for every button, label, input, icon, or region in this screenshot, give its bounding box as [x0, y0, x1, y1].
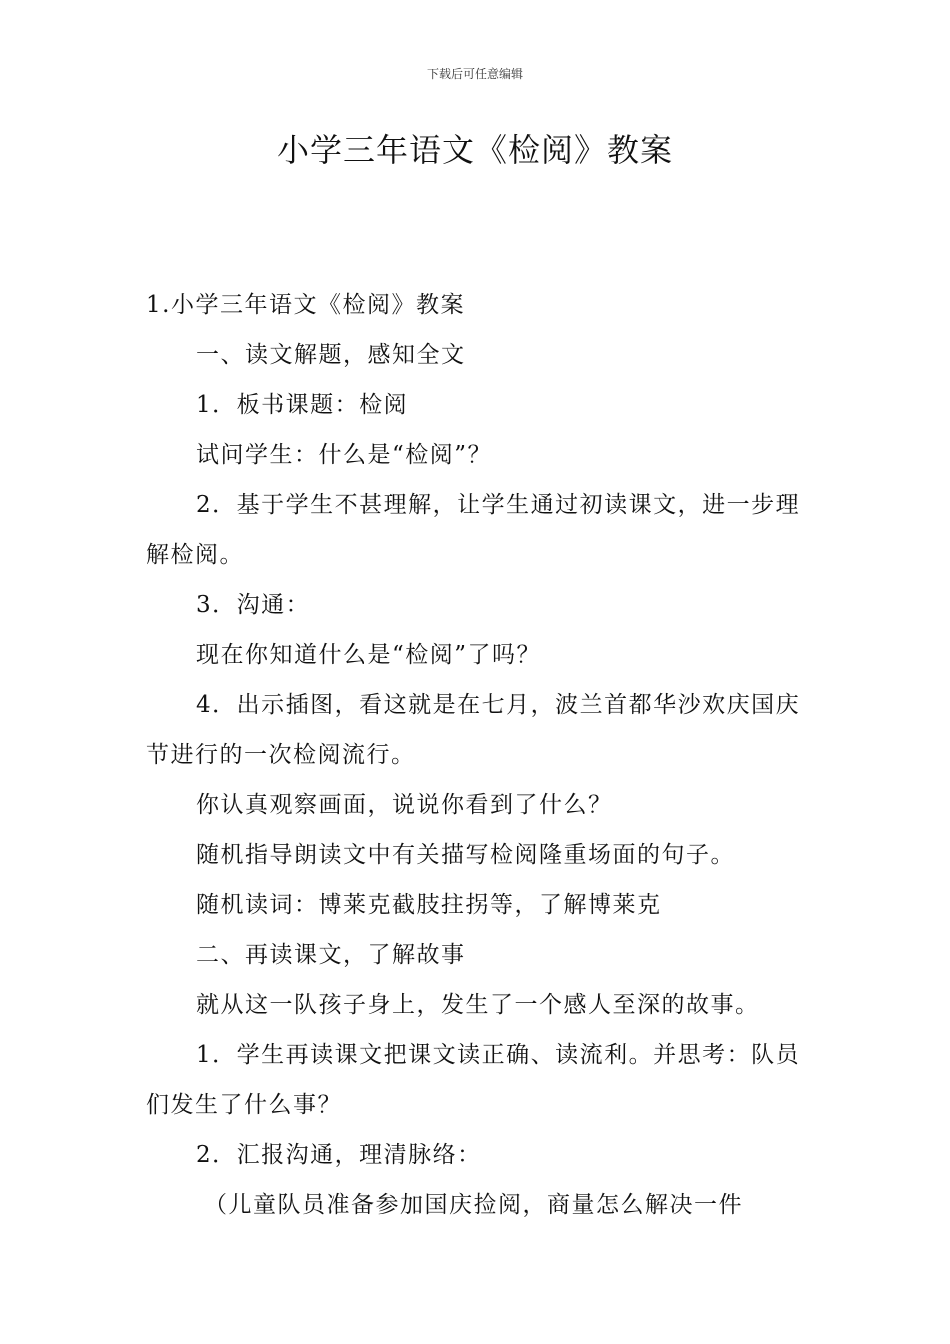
document-body [146, 280, 808, 1230]
paragraph-12: 就从这一队孩子身上，发生了一个感人至深的故事。 [196, 992, 760, 1018]
paragraph-10: 随机读词：博莱克截肢拄拐等，了解博莱克 [196, 892, 662, 918]
paragraph-13: 1．学生再读课文把课文读正确、读流利。并思考：队员们发生了什么事？ [146, 1042, 801, 1118]
paragraph-11: 二、再读课文，了解故事 [196, 942, 466, 968]
paragraph-6: 现在你知道什么是“检阅”了吗？ [196, 642, 542, 668]
paragraph-14: 2．汇报沟通，理清脉络： [196, 1142, 482, 1168]
paragraph-9: 随机指导朗读文中有关描写检阅隆重场面的句子。 [196, 842, 735, 868]
paragraph-8: 你认真观察画面，说说你看到了什么？ [196, 792, 613, 818]
paragraph-2: 1．板书课题：检阅 [196, 392, 409, 418]
document-title: 小学三年语文《检阅》教案 [276, 131, 673, 169]
paragraph-4: 2．基于学生不甚理解，让学生通过初读课文，进一步理解检阅。 [146, 492, 801, 568]
paragraph-7: 4．出示插图，看这就是在七月，波兰首都华沙欢庆国庆节进行的一次检阅流行。 [146, 692, 801, 768]
paragraph-5: 3．沟通： [196, 592, 311, 618]
paragraph-3: 试问学生：什么是“检阅”？ [196, 442, 493, 468]
paragraph-0: 1.小学三年语文《检阅》教案 [146, 292, 465, 318]
paragraph-1: 一、读文解题，感知全文 [196, 342, 466, 368]
header-note: 下载后可任意编辑 [426, 67, 523, 81]
paragraph-15: （儿童队员准备参加国庆捡阅，商量怎么解决一件 [204, 1192, 743, 1218]
